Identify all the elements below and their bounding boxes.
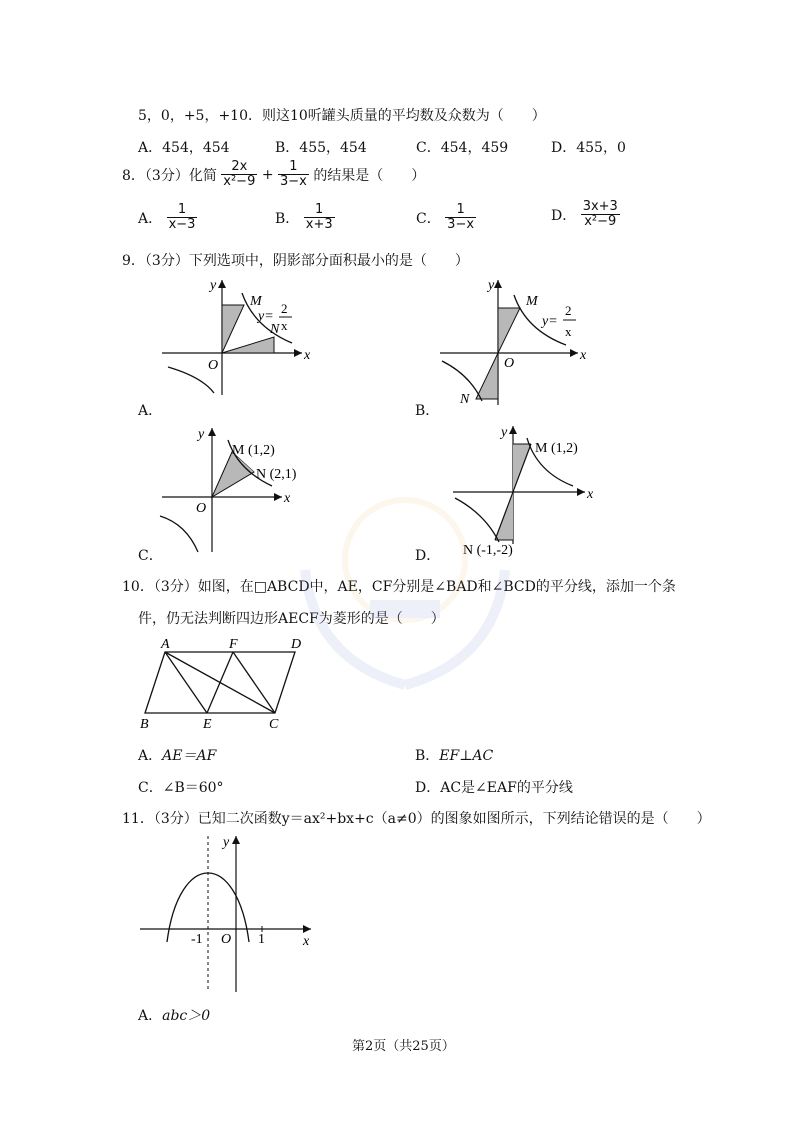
svg-text:y=: y=	[542, 314, 558, 329]
svg-text:y: y	[223, 835, 230, 850]
svg-text:A: A	[161, 637, 170, 652]
svg-text:M: M	[250, 294, 262, 309]
svg-text:y=: y=	[258, 309, 274, 324]
q10-stem-line1: 10．（3分）如图，在□ABCD中，AE，CF分别是∠BAD和∠BCD的平分线，添加一个条	[122, 579, 676, 595]
svg-text:C: C	[269, 717, 279, 732]
q7-option-a: A．454，454	[138, 140, 230, 156]
svg-text:y: y	[488, 278, 495, 293]
svg-text:E: E	[203, 717, 212, 732]
svg-text:M: M	[526, 294, 538, 309]
watermark-logo	[275, 440, 535, 700]
q7-option-d: D．455，0	[551, 140, 626, 156]
svg-text:N: N	[460, 392, 470, 407]
svg-text:O: O	[221, 932, 232, 947]
q11-option-a: A．abc＞0	[138, 1008, 211, 1024]
q11-figure-parabola	[135, 830, 325, 995]
svg-text:x: x	[565, 324, 572, 339]
q10-option-b: B．EF⊥AC	[415, 748, 494, 764]
q9-figure-a	[150, 275, 320, 400]
q9-option-c-label: C．	[138, 548, 163, 564]
svg-text:x: x	[587, 487, 594, 502]
q8-option-a: A． $\frac{1}{x-3}$	[138, 202, 196, 233]
q7-stem-tail: 5，0，+5，+10．则这10听罐头质量的平均数及众数为（ ）	[138, 108, 546, 124]
svg-text:x: x	[303, 934, 310, 949]
svg-text:M (1,2): M (1,2)	[535, 441, 578, 456]
q9-option-d-label: D．	[415, 548, 441, 564]
svg-text:N (2,1): N (2,1)	[256, 467, 297, 482]
svg-text:x: x	[580, 348, 587, 363]
svg-text:x: x	[284, 491, 291, 506]
svg-text:y: y	[210, 278, 217, 293]
svg-text:B: B	[140, 717, 149, 732]
q10-stem-line2: 件，仍无法判断四边形AECF为菱形的是（ ）	[138, 611, 445, 627]
q8-option-d: D． $\frac{3x+3}{\text{x²−9}}$	[551, 199, 618, 230]
q9-figure-b	[430, 275, 590, 410]
svg-text:2: 2	[565, 303, 572, 318]
q11-stem: 11．（3分）已知二次函数y＝ax²+bx+c（a≠0）的图象如图所示，下列结论错误的是（ ）	[122, 811, 711, 827]
svg-text:-1: -1	[191, 932, 203, 947]
svg-text:x: x	[304, 348, 311, 363]
svg-text:M (1,2): M (1,2)	[232, 443, 275, 458]
q9-stem: 9．（3分）下列选项中，阴影部分面积最小的是（ ）	[122, 253, 469, 269]
svg-text:D: D	[291, 637, 302, 652]
q9-option-a-label: A．	[138, 403, 163, 419]
svg-text:O: O	[504, 356, 515, 371]
svg-text:1: 1	[258, 932, 265, 947]
svg-text:2: 2	[281, 301, 288, 316]
q7-option-b: B．455，454	[275, 140, 367, 156]
svg-text:N (-1,-2): N (-1,-2)	[463, 543, 513, 558]
svg-text:O: O	[208, 358, 219, 373]
q10-option-d: D．AC是∠EAF的平分线	[415, 780, 573, 796]
svg-text:F: F	[229, 637, 238, 652]
q10-option-a: A．AE＝AF	[138, 748, 217, 764]
q9-option-b-label: B．	[415, 403, 440, 419]
svg-text:x: x	[281, 318, 288, 333]
q8-fraction-2: $\frac{1}{3-x}$	[280, 159, 307, 190]
q8-stem: 8．（3分）化简 $\frac{2x}{\text{x²−9}}$ + $\frac{1}{3-x}$ 的结果是（ ）	[122, 159, 426, 190]
q8-option-b: B． $\frac{1}{x+3}$	[275, 202, 333, 233]
svg-text:y: y	[501, 425, 508, 440]
svg-text:O: O	[196, 501, 207, 516]
svg-text:N: N	[270, 322, 280, 337]
q8-option-c: C． $\frac{1}{3-x}$	[416, 202, 475, 233]
q8-fraction-1: $\frac{2x}{\text{x²−9}}$	[223, 159, 256, 190]
page-footer: 第2页（共25页）	[352, 1039, 455, 1054]
q10-option-c: C．∠B＝60°	[138, 780, 224, 796]
q7-option-c: C．454，459	[416, 140, 509, 156]
svg-text:y: y	[198, 427, 205, 442]
